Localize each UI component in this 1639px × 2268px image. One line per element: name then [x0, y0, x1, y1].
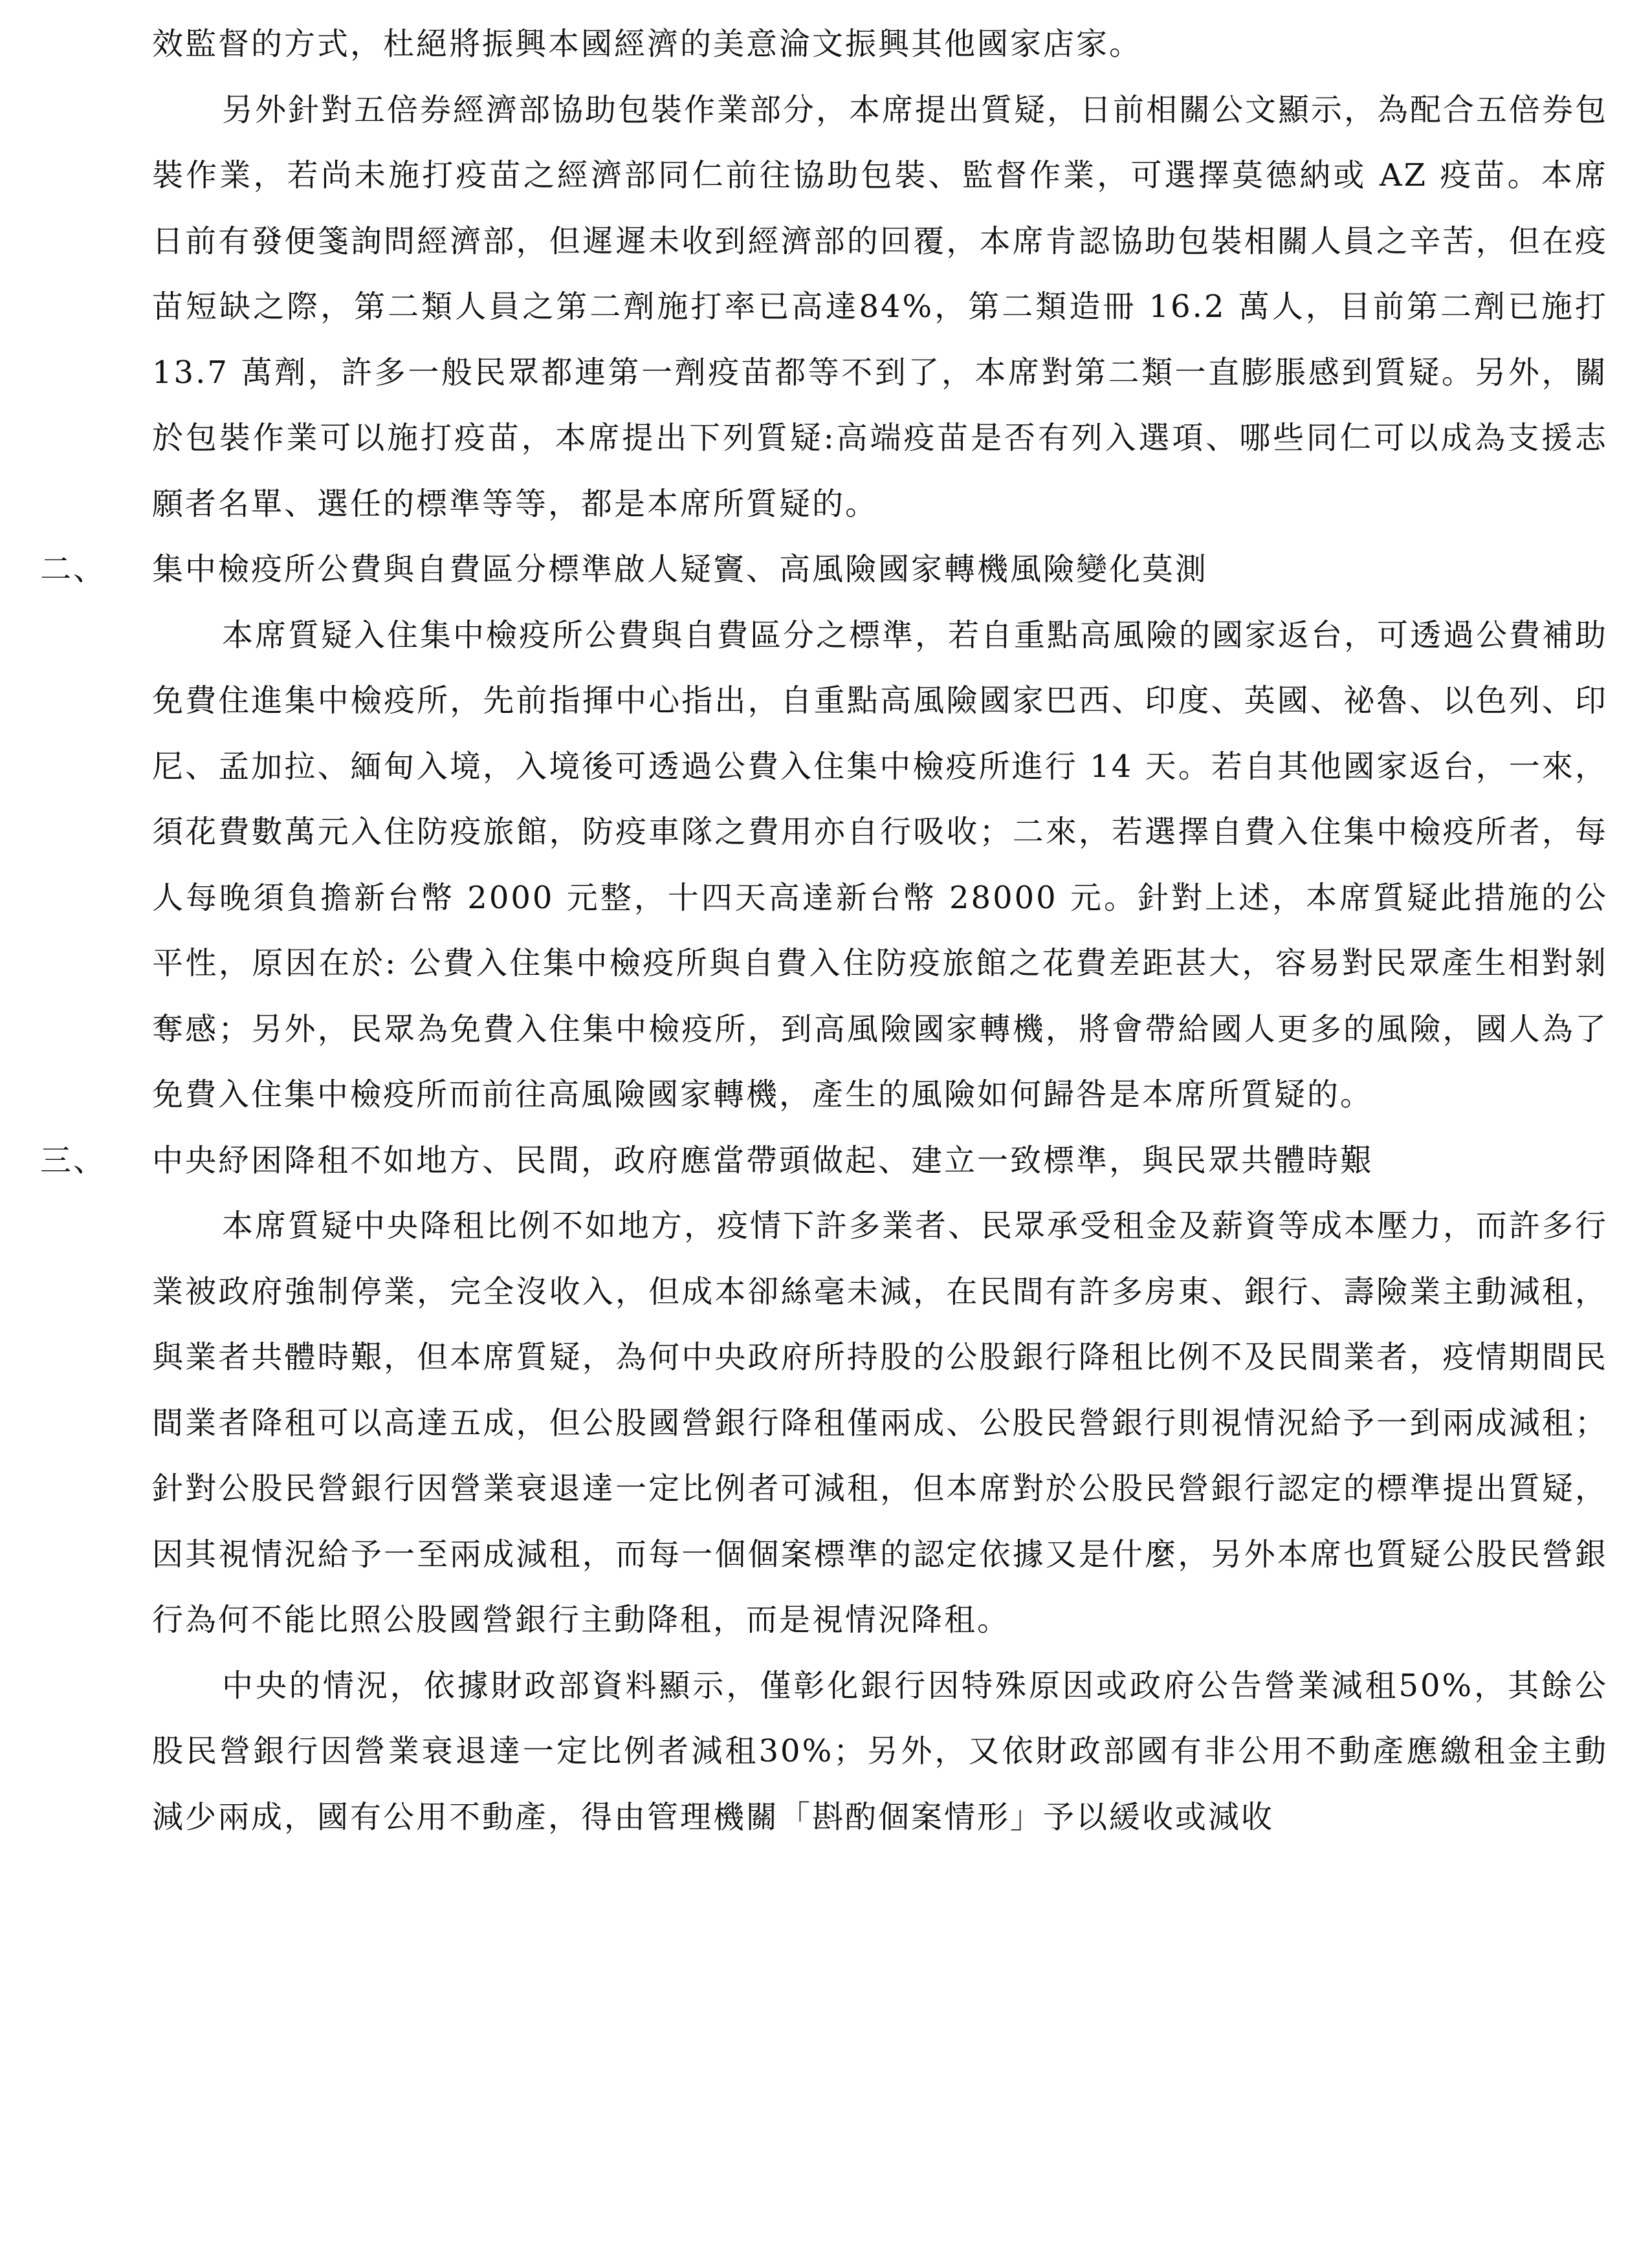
section-3-heading — [0, 1128, 1639, 1194]
section-3-number: 三、 — [40, 1142, 107, 1179]
paragraph-central-situation: 中央的情況，依據財政部資料顯示，僅彰化銀行因特殊原因或政府公告營業減租50%，其餘公股民營銀行因營業衰退達一定比例者減租30%；另外，又依財政部國有非公用不動產應繳租金主動減少兩成，國有公用不動產，得由管理機關「斟酌個案情形」予以緩收或減收 — [152, 1667, 1608, 1835]
section-2-heading — [0, 537, 1639, 603]
section-2-title: 集中檢疫所公費與自費區分標準啟人疑竇、高風險國家轉機風險變化莫測 — [152, 551, 1209, 587]
paragraph-vaccine-packaging: 另外針對五倍券經濟部協助包裝作業部分，本席提出質疑，日前相關公文顯示，為配合五倍券包裝作業，若尚未施打疫苗之經濟部同仁前往協助包裝、監督作業，可選擇莫德納或 AZ 疫苗。本席日前有發便箋詢問經濟部，但遲遲未收到經濟部的回覆，本席肯認協助包裝相關人員之辛苦，但在疫苗短缺之際，第二類人員之第二劑施打率已高達84%，第二類造冊 16.2 萬人，目前第二劑已施打 13.7 萬劑，許多一般民眾都連第一劑疫苗都等不到了，本席對第二類一直膨脹感到質疑。另外，關於包裝作業可以施打疫苗，本席提出下列質疑:高端疫苗是否有列入選項、哪些同仁可以成為支援志願者名單、選任的標準等等，都是本席所質疑的。 — [152, 91, 1609, 522]
paragraph-rent-reduction: 本席質疑中央降租比例不如地方，疫情下許多業者、民眾承受租金及薪資等成本壓力，而許多行業被政府強制停業，完全沒收入，但成本卻絲毫未減，在民間有許多房東、銀行、壽險業主動減租，與業者共體時艱，但本席質疑，為何中央政府所持股的公股銀行降租比例不及民間業者，疫情期間民間業者降租可以高達五成，但公股國營銀行降租僅兩成、公股民營銀行則視情況給予一到兩成減租；針對公股民營銀行因營業衰退達一定比例者可減租，但本席對於公股民營銀行認定的標準提出質疑，因其視情況給予一至兩成減租，而每一個個案標準的認定依據又是什麼，另外本席也質疑公股民營銀行為何不能比照公股國營銀行主動降租，而是視情況降租。 — [152, 1208, 1609, 1638]
paragraph-quarantine-fees: 本席質疑入住集中檢疫所公費與自費區分之標準，若自重點高風險的國家返台，可透過公費補助免費住進集中檢疫所，先前指揮中心指出，自重點高風險國家巴西、印度、英國、祕魯、以色列、印尼、孟加拉、緬甸入境，入境後可透過公費入住集中檢疫所進行 14 天。若自其他國家返台，一來，須花費數萬元入住防疫旅館，防疫車隊之費用亦自行吸收；二來，若選擇自費入住集中檢疫所者，每人每晚須負擔新台幣 2000 元整，十四天高達新台幣 28000 元。針對上述，本席質疑此措施的公平性，原因在於: 公費入住集中檢疫所與自費入住防疫旅館之花費差距甚大，容易對民眾產生相對剝奪感；另外，民眾為免費入住集中檢疫所，到高風險國家轉機，將會帶給國人更多的風險，國人為了免費入住集中檢疫所而前往高風險國家轉機，產生的風險如何歸咎是本席所質疑的。 — [152, 616, 1609, 1113]
paragraph-intro-continuation: 效監督的方式，杜絕將振興本國經濟的美意淪文振興其他國家店家。 — [152, 26, 1143, 62]
section-3-title: 中央紓困降租不如地方、民間，政府應當帶頭做起、建立一致標準，與民眾共體時艱 — [152, 1142, 1374, 1179]
section-2-number: 二、 — [40, 551, 107, 587]
